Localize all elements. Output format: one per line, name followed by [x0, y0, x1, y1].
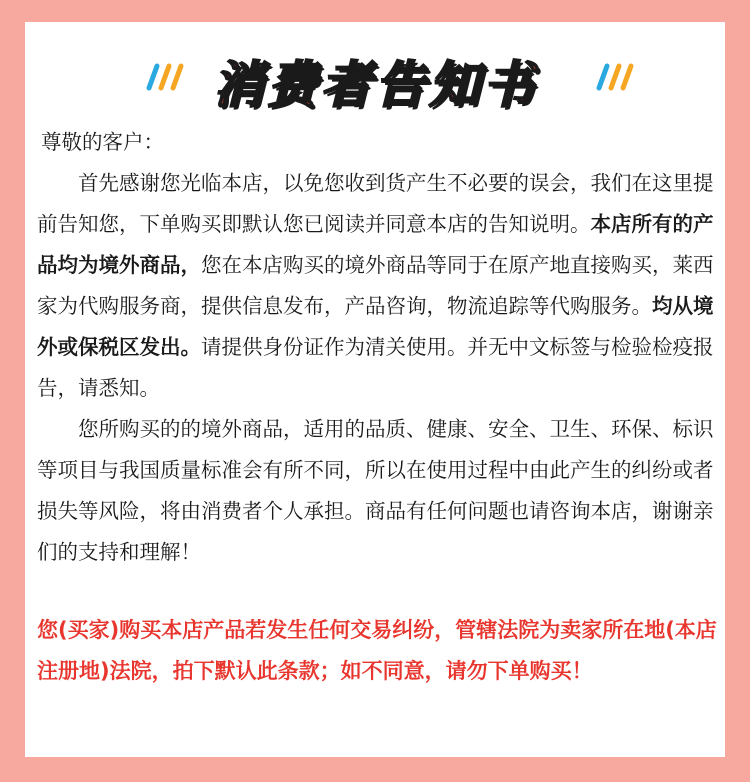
- paragraph-2: 您所购买的的境外商品，适用的品质、健康、安全、卫生、环保、标识等项目与我国质量标准会有所不同，所以在使用过程中由此产生的纠纷或者损失等风险，将由消费者个人承担。商品有任何问题也请咨询本店，谢谢亲们的支持和理解！: [37, 417, 714, 564]
- paragraph-1-text-2: 您在本店购买的境外商品等同于在原产地直接购买，莱西家为代购服务商，提供信息发布，产品咨询，物流追踪等代购服务。: [37, 253, 714, 318]
- page-title: 消费者告知书: [213, 56, 537, 114]
- paragraph-1-bold-1: 本店所有的产品均为境外商品，: [37, 212, 714, 277]
- salutation: 尊敬的客户：: [41, 130, 164, 154]
- paragraph-1-text-1: 首先感谢您光临本店，以免您收到货产生不必要的误会，我们在这里提前告知您，下单购买即默认您已阅读并同意本店的告知说明。: [37, 171, 714, 236]
- jurisdiction-notice: 您(买家)购买本店产品若发生任何交易纠纷，管辖法院为卖家所在地(本店注册地)法院，拍下默认此条款；如不同意，请勿下单购买！: [37, 618, 717, 683]
- notice-body: [37, 122, 721, 573]
- slash-decoration-icon: [593, 58, 639, 94]
- notice-card: [25, 22, 725, 757]
- paragraph-1-bold-2: 均从境外或保税区发出。: [37, 294, 714, 359]
- paragraph-1: [37, 163, 721, 409]
- paragraph-1-text-3: 请提供身份证作为清关使用。并无中文标签与检验检疫报告，请悉知。: [37, 335, 714, 400]
